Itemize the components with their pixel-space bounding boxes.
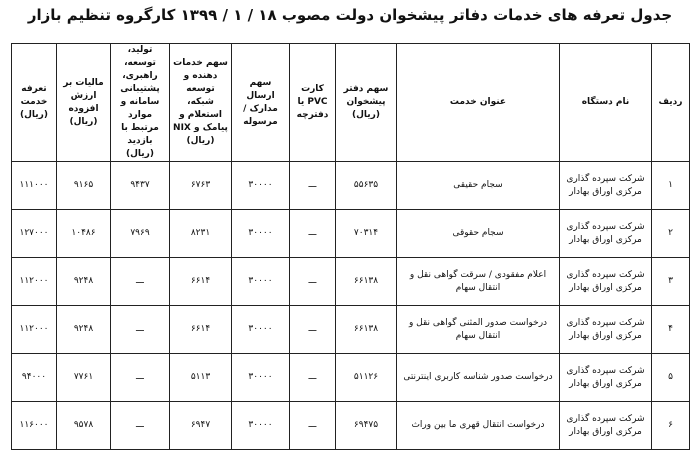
production-share: ۷۹۶۹ — [111, 210, 170, 258]
provider-share: ۵۱۱۳ — [170, 354, 232, 402]
postal-share: ۳۰۰۰۰ — [232, 162, 290, 210]
production-share: ۹۴۳۷ — [111, 162, 170, 210]
service-title: سجام حقوقی — [397, 210, 560, 258]
office-share: ۶۶۱۳۸ — [336, 258, 397, 306]
row-number: ۴ — [652, 306, 690, 354]
col-header-postal: سهم ارسال مدارک /مرسوله — [232, 44, 290, 162]
device-name: شرکت سپرده گذاری مرکزی اوراق بهادار — [560, 354, 652, 402]
postal-share: ۳۰۰۰۰ — [232, 210, 290, 258]
postal-share: ۳۰۰۰۰ — [232, 258, 290, 306]
col-header-device: نام دستگاه — [560, 44, 652, 162]
col-header-office-share: سهم دفتر پیشخوان (ریال) — [336, 44, 397, 162]
vat: ۱۰۴۸۶ — [57, 210, 111, 258]
service-title: درخواست انتقال قهری ما بین وراث — [397, 402, 560, 450]
table-row — [12, 402, 690, 450]
row-number: ۶ — [652, 402, 690, 450]
col-header-pvc: کارت PVC یا دفترچه — [290, 44, 336, 162]
col-header-provider-share: سهم خدمات دهنده و توسعه شبکه، استعلام و پیامک و NIX (ریال) — [170, 44, 232, 162]
col-header-fee: تعرفه خدمت (ریال) — [12, 44, 57, 162]
vat: ۹۵۷۸ — [57, 402, 111, 450]
device-name: شرکت سپرده گذاری مرکزی اوراق بهادار — [560, 402, 652, 450]
vat: ۹۲۴۸ — [57, 258, 111, 306]
office-share: ۶۶۱۳۸ — [336, 306, 397, 354]
pvc-card: ـــ — [290, 402, 336, 450]
pvc-card: ـــ — [290, 306, 336, 354]
vat: ۷۷۶۱ — [57, 354, 111, 402]
provider-share: ۶۹۴۷ — [170, 402, 232, 450]
device-name: شرکت سپرده گذاری مرکزی اوراق بهادار — [560, 306, 652, 354]
postal-share: ۳۰۰۰۰ — [232, 354, 290, 402]
service-fee: ۱۲۷۰۰۰ — [12, 210, 57, 258]
pvc-card: ـــ — [290, 258, 336, 306]
service-fee: ۹۴۰۰۰ — [12, 354, 57, 402]
row-number: ۲ — [652, 210, 690, 258]
provider-share: ۶۷۶۳ — [170, 162, 232, 210]
production-share: ـــ — [111, 402, 170, 450]
table-row — [12, 306, 690, 354]
provider-share: ۶۶۱۴ — [170, 258, 232, 306]
production-share: ـــ — [111, 354, 170, 402]
pvc-card: ـــ — [290, 210, 336, 258]
production-share: ـــ — [111, 306, 170, 354]
col-header-production: تولید، توسعه، راهبری، پشتیبانی سامانه و موارد مرتبط با بازدید (ریال) — [111, 44, 170, 162]
col-header-row-number: ردیف — [652, 44, 690, 162]
table-row — [12, 210, 690, 258]
postal-share: ۳۰۰۰۰ — [232, 402, 290, 450]
vat: ۹۲۴۸ — [57, 306, 111, 354]
service-fee: ۱۱۱۰۰۰ — [12, 162, 57, 210]
pvc-card: ـــ — [290, 354, 336, 402]
service-fee: ۱۱۲۰۰۰ — [12, 306, 57, 354]
production-share: ـــ — [111, 258, 170, 306]
table-row — [12, 258, 690, 306]
col-header-vat: مالیات بر ارزش افزوده (ریال) — [57, 44, 111, 162]
office-share: ۷۰۳۱۴ — [336, 210, 397, 258]
provider-share: ۶۶۱۴ — [170, 306, 232, 354]
device-name: شرکت سپرده گذاری مرکزی اوراق بهادار — [560, 210, 652, 258]
service-title: اعلام مفقودی / سرقت گواهی نقل و انتقال سهام — [397, 258, 560, 306]
row-number: ۵ — [652, 354, 690, 402]
postal-share: ۳۰۰۰۰ — [232, 306, 290, 354]
header-row — [12, 44, 690, 162]
service-title: سجام حقیقی — [397, 162, 560, 210]
table-row — [12, 162, 690, 210]
service-fee: ۱۱۲۰۰۰ — [12, 258, 57, 306]
provider-share: ۸۲۳۱ — [170, 210, 232, 258]
vat: ۹۱۶۵ — [57, 162, 111, 210]
office-share: ۵۱۱۲۶ — [336, 354, 397, 402]
col-header-service: عنوان خدمت — [397, 44, 560, 162]
office-share: ۶۹۴۷۵ — [336, 402, 397, 450]
page-title: جدول تعرفه های خدمات دفاتر پیشخوان دولت مصوب ۱۸ / ۱ / ۱۳۹۹ کارگروه تنظیم بازار — [27, 6, 673, 24]
pvc-card: ـــ — [290, 162, 336, 210]
table-row — [12, 354, 690, 402]
service-title: درخواست صدور شناسه کاربری اینترنتی — [397, 354, 560, 402]
device-name: شرکت سپرده گذاری مرکزی اوراق بهادار — [560, 258, 652, 306]
tariff-table — [11, 43, 690, 450]
office-share: ۵۵۶۳۵ — [336, 162, 397, 210]
service-fee: ۱۱۶۰۰۰ — [12, 402, 57, 450]
service-title: درخواست صدور المثنی گواهی نقل و انتقال سهام — [397, 306, 560, 354]
row-number: ۱ — [652, 162, 690, 210]
device-name: شرکت سپرده گذاری مرکزی اوراق بهادار — [560, 162, 652, 210]
row-number: ۳ — [652, 258, 690, 306]
